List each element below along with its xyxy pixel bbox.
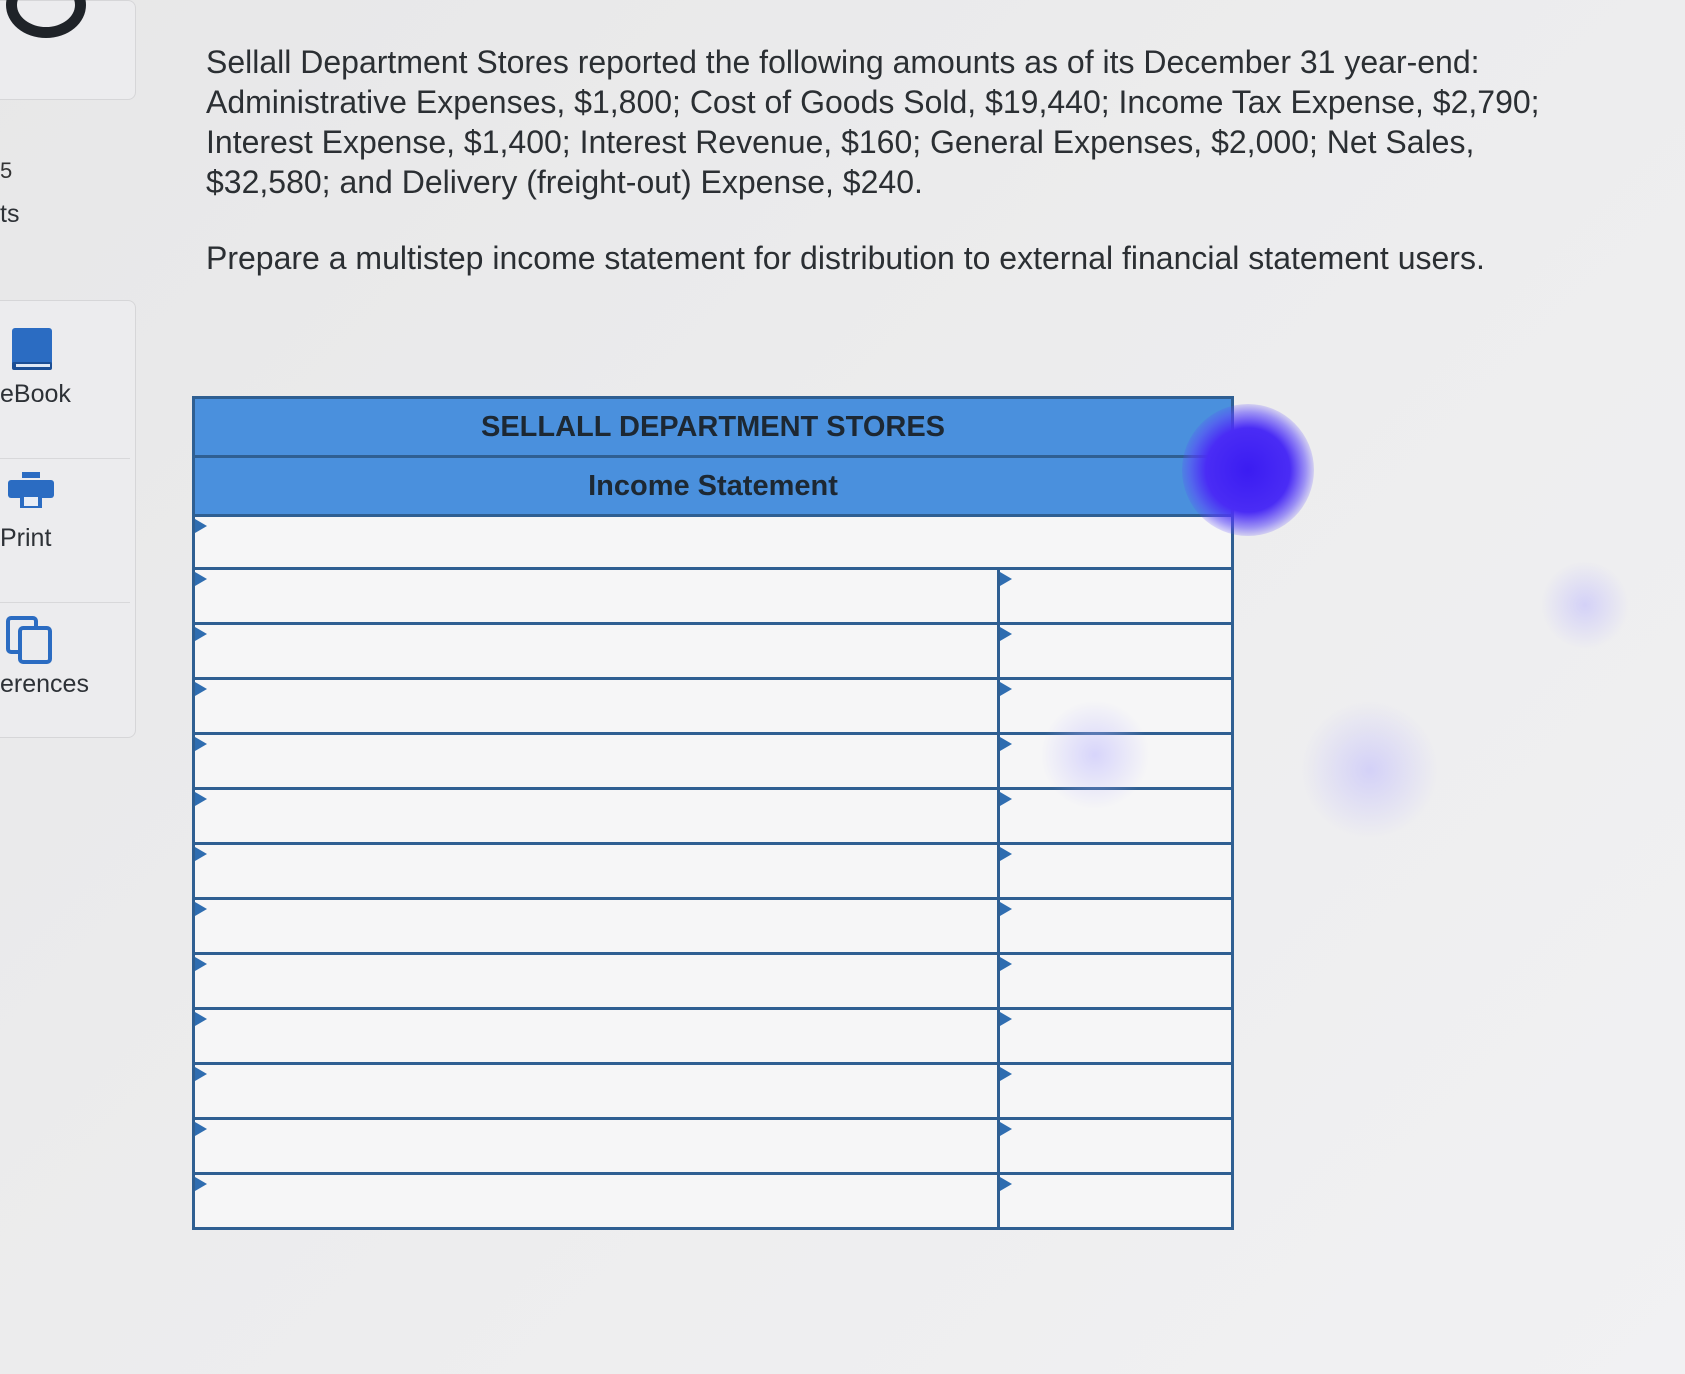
- account-label-cell: [195, 900, 997, 952]
- print-label: Print: [0, 524, 52, 552]
- table-row: [195, 897, 1231, 952]
- dropdown-flag-icon: [195, 847, 207, 861]
- account-label-input[interactable]: [195, 900, 997, 952]
- points-value: 5: [0, 158, 13, 183]
- glare-spot: [1040, 700, 1150, 810]
- book-icon: [6, 326, 56, 374]
- dropdown-flag-icon: [1000, 737, 1012, 751]
- points-label: ts: [0, 200, 20, 228]
- references-icon: [6, 616, 56, 666]
- account-label-input[interactable]: [195, 1065, 997, 1117]
- table-row: [195, 1172, 1231, 1227]
- account-label-input[interactable]: [195, 955, 997, 1007]
- dropdown-flag-icon: [1000, 627, 1012, 641]
- references-button[interactable]: [0, 608, 130, 748]
- instruction-paragraph: Prepare a multistep income statement for distribution to external financial statement users.: [206, 240, 1485, 276]
- amount-cell: [997, 1175, 1231, 1227]
- amount-cell: [997, 845, 1231, 897]
- account-label-cell: [195, 845, 997, 897]
- dropdown-flag-icon: [1000, 1122, 1012, 1136]
- question-text: [206, 42, 1606, 314]
- amount-cell: [997, 1120, 1231, 1172]
- account-label-cell: [195, 955, 997, 1007]
- dropdown-flag-icon: [195, 957, 207, 971]
- dropdown-flag-icon: [1000, 1012, 1012, 1026]
- account-label-input[interactable]: [195, 625, 997, 677]
- amount-cell: [997, 955, 1231, 1007]
- amount-input[interactable]: [1000, 1175, 1231, 1227]
- dropdown-flag-icon: [195, 737, 207, 751]
- dropdown-flag-icon: [1000, 792, 1012, 806]
- dropdown-flag-icon: [1000, 1067, 1012, 1081]
- table-row: [195, 567, 1231, 622]
- amount-cell: [997, 1065, 1231, 1117]
- ebook-button[interactable]: [0, 318, 130, 459]
- dropdown-flag-icon: [1000, 957, 1012, 971]
- company-name-header: SELLALL DEPARTMENT STORES: [195, 399, 1231, 458]
- dropdown-flag-icon: [195, 1012, 207, 1026]
- amount-input[interactable]: [1000, 1010, 1231, 1062]
- printer-icon: [6, 470, 56, 518]
- amount-cell: [997, 570, 1231, 622]
- account-label-input[interactable]: [195, 570, 997, 622]
- amount-input[interactable]: [1000, 955, 1231, 1007]
- dropdown-flag-icon: [195, 1177, 207, 1191]
- date-row: [195, 517, 1231, 567]
- dropdown-flag-icon: [195, 627, 207, 641]
- table-row: [195, 1062, 1231, 1117]
- left-sidebar: [0, 0, 140, 740]
- account-label-cell: [195, 1065, 997, 1117]
- glare-spot: [1300, 700, 1440, 840]
- dropdown-flag-icon: [1000, 847, 1012, 861]
- dropdown-flag-icon: [1000, 682, 1012, 696]
- dropdown-flag-icon: [195, 572, 207, 586]
- dropdown-flag-icon: [195, 1067, 207, 1081]
- amount-input[interactable]: [1000, 900, 1231, 952]
- dropdown-flag-icon: [195, 519, 207, 533]
- table-row: [195, 842, 1231, 897]
- account-label-input[interactable]: [195, 1175, 997, 1227]
- account-label-cell: [195, 1010, 997, 1062]
- account-label-input[interactable]: [195, 790, 997, 842]
- print-button[interactable]: [0, 462, 130, 603]
- statement-title-header: Income Statement: [195, 458, 1231, 517]
- amount-cell: [997, 625, 1231, 677]
- dropdown-flag-icon: [195, 682, 207, 696]
- dropdown-flag-icon: [195, 792, 207, 806]
- amount-cell: [997, 900, 1231, 952]
- account-label-input[interactable]: [195, 845, 997, 897]
- glare-spot: [1540, 560, 1630, 650]
- account-label-cell: [195, 1120, 997, 1172]
- account-label-cell: [195, 680, 997, 732]
- table-row: [195, 622, 1231, 677]
- account-label-cell: [195, 625, 997, 677]
- account-label-input[interactable]: [195, 680, 997, 732]
- amount-input[interactable]: [1000, 570, 1231, 622]
- account-label-cell: [195, 1175, 997, 1227]
- ebook-label: eBook: [0, 380, 71, 408]
- date-cell: [195, 517, 1231, 567]
- question-paragraph: Sellall Department Stores reported the following amounts as of its December 31 year-end: Administrative Expenses, $1,800; Cost of Goods Sold, $19,440; Income Tax Expense, $2,790; Interest Expense, $1,400; Interest Revenue, $160; General Expenses, $2,000; Net Sales, $32,580; and Delivery (freight-out) Expense, $240.: [206, 44, 1540, 200]
- amount-input[interactable]: [1000, 845, 1231, 897]
- dropdown-flag-icon: [195, 902, 207, 916]
- cursor-dot: [1182, 404, 1314, 536]
- dropdown-flag-icon: [1000, 1177, 1012, 1191]
- dropdown-flag-icon: [1000, 902, 1012, 916]
- table-row: [195, 952, 1231, 1007]
- amount-cell: [997, 1010, 1231, 1062]
- table-row: [195, 1117, 1231, 1172]
- account-label-cell: [195, 735, 997, 787]
- dropdown-flag-icon: [195, 1122, 207, 1136]
- account-label-cell: [195, 790, 997, 842]
- dropdown-flag-icon: [1000, 572, 1012, 586]
- amount-input[interactable]: [1000, 1065, 1231, 1117]
- amount-input[interactable]: [1000, 1120, 1231, 1172]
- table-row: [195, 1007, 1231, 1062]
- account-label-input[interactable]: [195, 735, 997, 787]
- account-label-input[interactable]: [195, 1120, 997, 1172]
- account-label-cell: [195, 570, 997, 622]
- account-label-input[interactable]: [195, 1010, 997, 1062]
- amount-input[interactable]: [1000, 625, 1231, 677]
- references-label: erences: [0, 670, 89, 698]
- date-input[interactable]: [195, 517, 1231, 567]
- income-statement-table: [192, 396, 1234, 1230]
